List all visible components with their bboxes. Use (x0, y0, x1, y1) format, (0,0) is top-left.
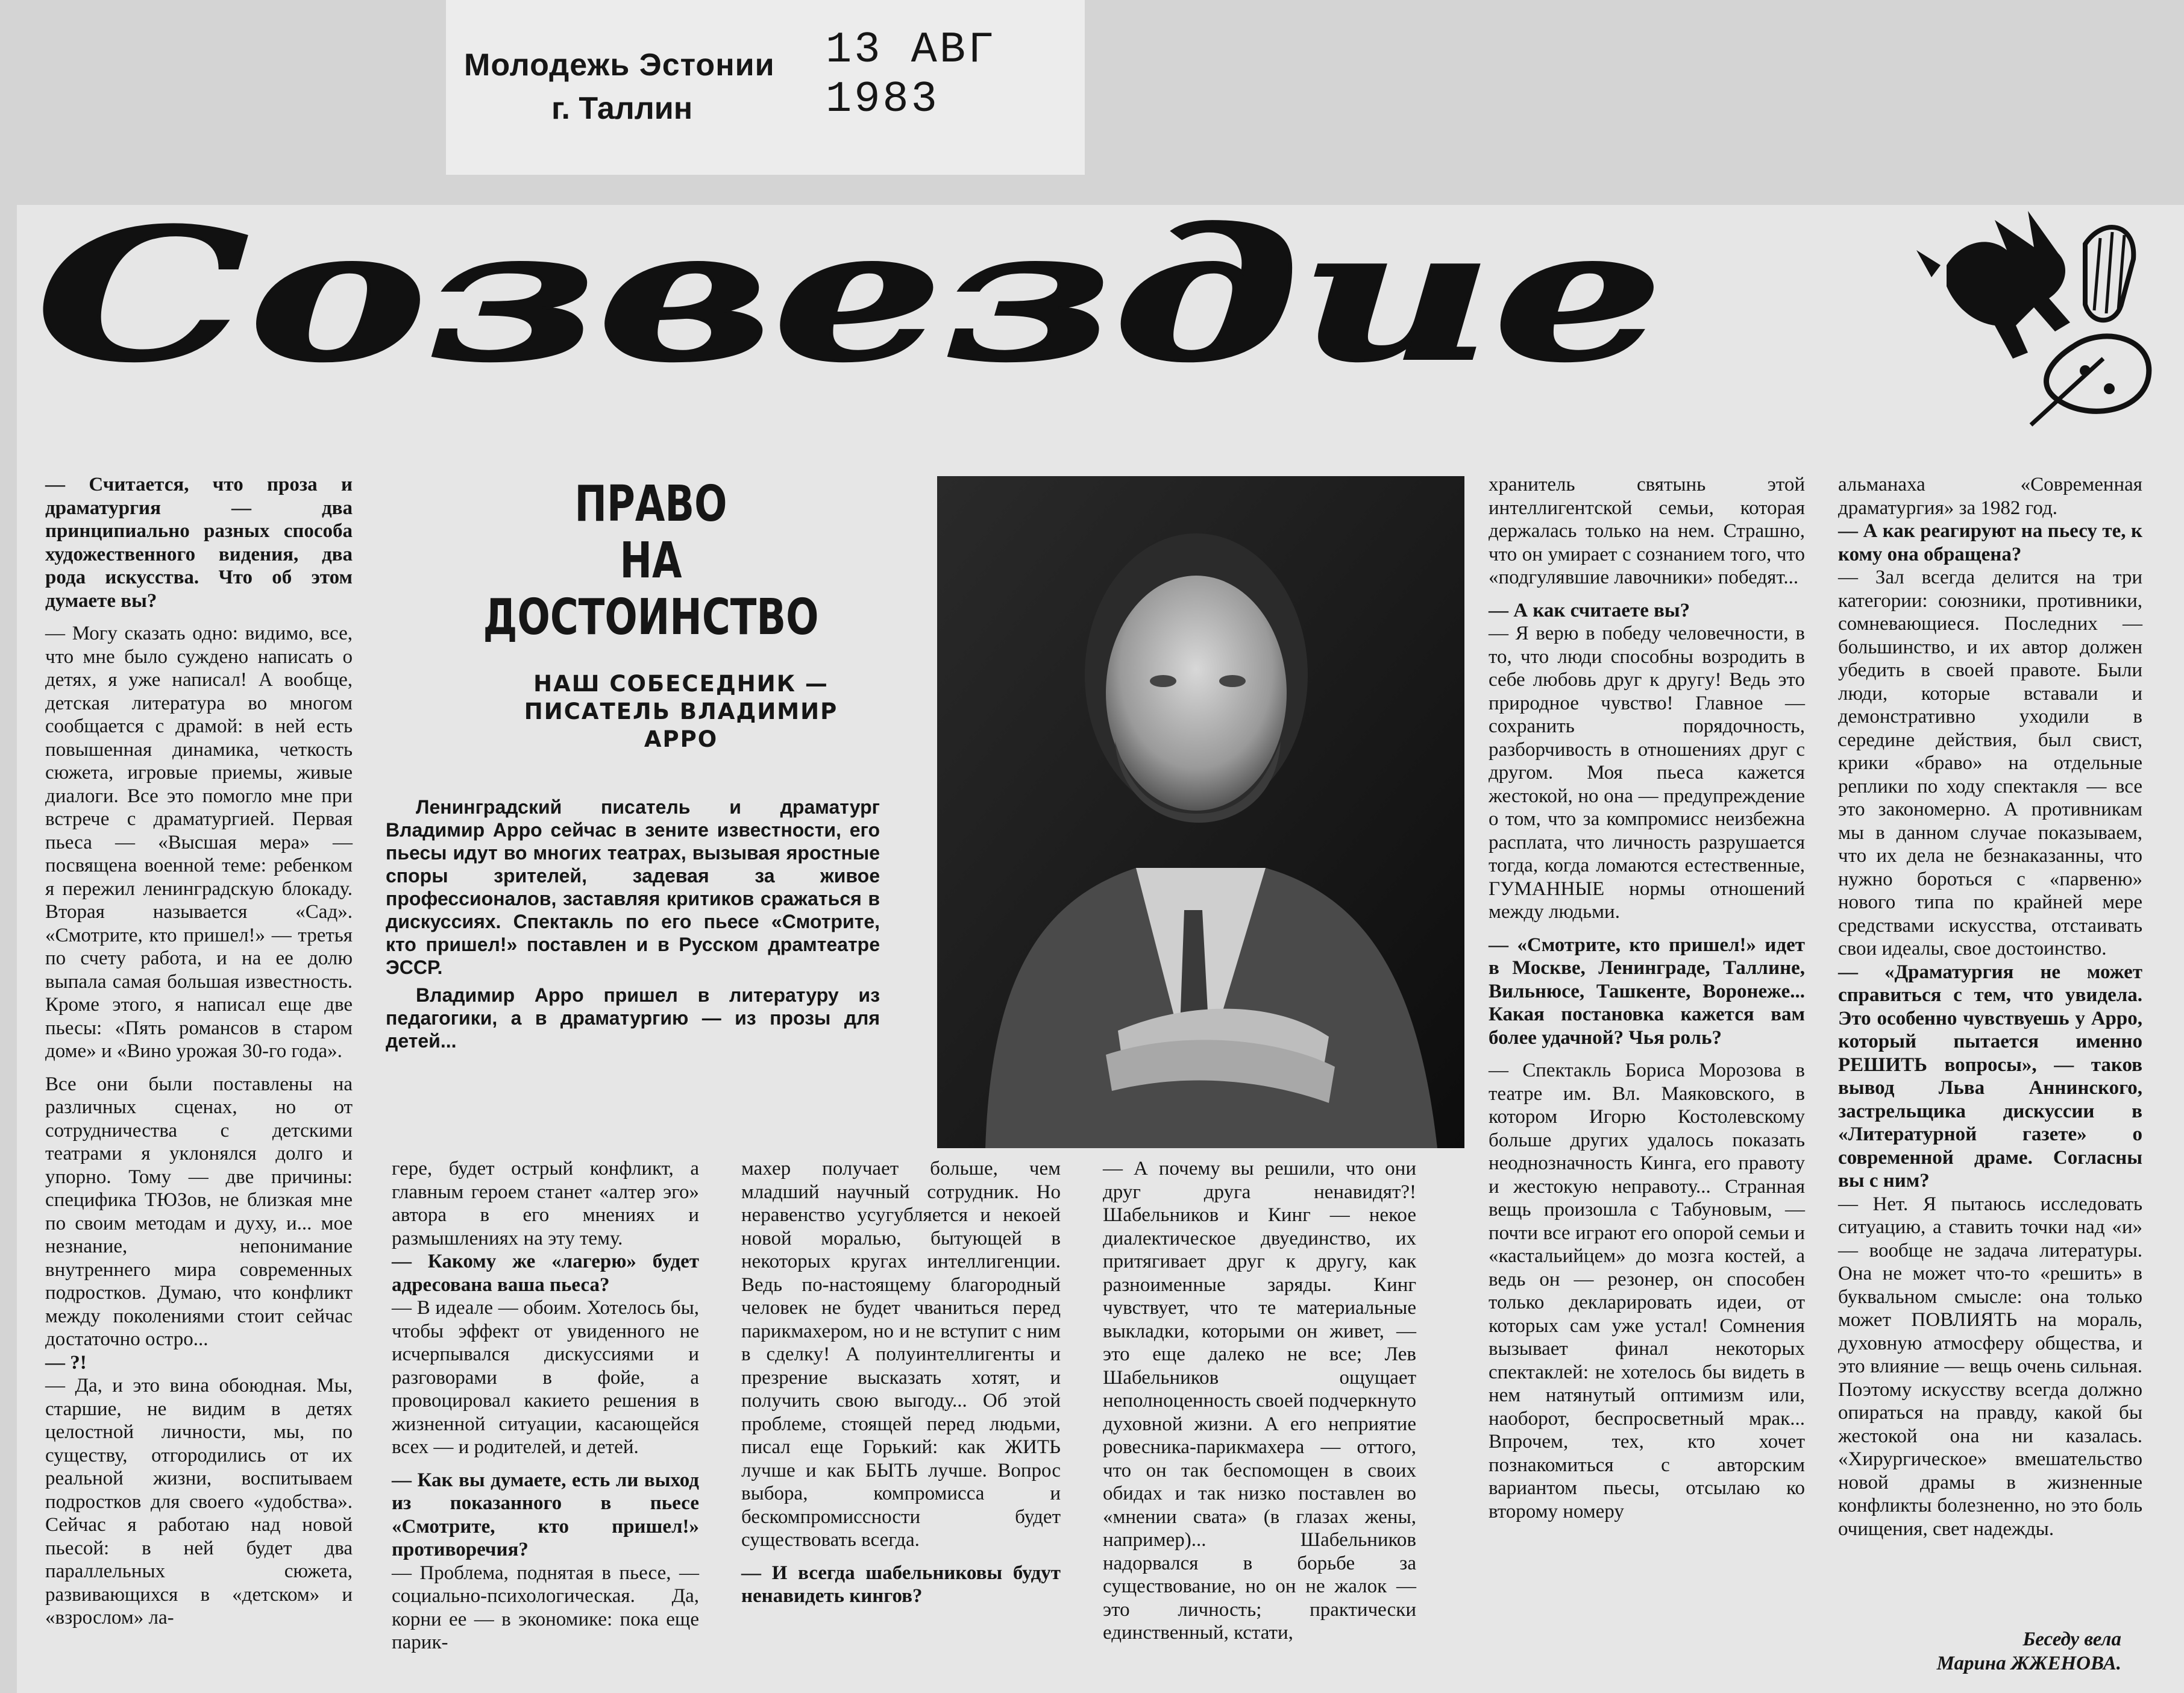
question-paragraph: — А как реагируют на пьесу те, к кому она обращена? (1838, 520, 2142, 565)
signature-caption: Беседу вела (2022, 1629, 2121, 1650)
source-city: г. Таллин (551, 91, 693, 126)
subhead-line-2: ПИСАТЕЛЬ ВЛАДИМИР АРРО (524, 699, 838, 752)
headline-line-1: ПРАВО (574, 476, 727, 533)
author-portrait-photo (937, 476, 1464, 1148)
answer-paragraph: хранитель святынь этой интеллигентской семьи, которая держалась только на нем. Страшно, что он умирает с сознанием того, что «подгулявшие лавочники» победят... (1489, 474, 1805, 588)
signature-name: Марина ЖЖЕНОВА. (1936, 1653, 2121, 1674)
article-column-2 (392, 1157, 699, 1654)
answer-paragraph: — Да, и это вина обоюдная. Мы, старшие, не видим в детях целостной личности, мы, по существу, отгородились от их реальной жизни, воспитываем подростков для своего «удобства». Сейчас я работаю над новой пьесой: в ней будет два параллельных сюжета, развивающихся в «детском» и «взрослом» ла- (45, 1375, 353, 1629)
question-paragraph: — Как вы думаете, есть ли выход из показанного в пьесе «Смотрите, кто пришел!» противоречия? (392, 1469, 699, 1560)
answer-paragraph: — Нет. Я пытаюсь исследовать ситуацию, а ставить точки над «и» — вообще не задача литературы. Она не может что-то «решить» в буквальном смысле: она только может ПОВЛИЯТЬ на мораль, духовную атмосферу общества, и это влияние — вещь очень сильная. Поэтому искусству всегда должно опираться на правду, какой бы жестокой она ни казалась. «Хирургическое» вмешательство новой драмы в жизненные конфликты болезненно, но это боль очищения, свет надежды. (1838, 1193, 2142, 1540)
source-newspaper: Молодежь Эстонии (464, 48, 775, 83)
answer-paragraph: альманаха «Современная драматургия» за 1982 год. (1838, 474, 2142, 519)
answer-paragraph: — Зал всегда делится на три категории: союзники, противники, сомневающиеся. Последних — большинство, и их автор должен убедить в своей правоте. Были люди, которые вставали и демонстративно уходили в середине действия, был свист, крики «браво» на отдельные реплики по ходу спектакля — все это закономерно. А противникам мы в данном случае показываем, что их дела не безнаказанны, что нужно бороться с «парвеню» нового типа по крайней мере средствами искусства, отстаивать свои идеалы, свое достоинство. (1838, 567, 2142, 960)
question-paragraph: — «Драматургия не может справиться с тем, что увидела. Это особенно чувствуешь у Арро, который пытается именно РЕШИТЬ вопросы», — таков вывод Льва Аннинского, застрельщика дискуссии в «Литературной газете» о современной драме. Согласны вы с ним? (1838, 961, 2142, 1192)
pegasus-emblem-icon (1904, 208, 2170, 437)
question-paragraph: — ?! (45, 1351, 87, 1374)
subhead-line-1: НАШ СОБЕСЕДНИК — (533, 671, 829, 697)
article-column-3 (741, 1157, 1061, 1608)
article-subhead (494, 670, 868, 753)
answer-paragraph: — Проблема, поднятая в пьесе, — социально-психологическая. Да, корни ее — в экономике: пока еще парик- (392, 1562, 699, 1653)
question-paragraph: — «Смотрите, кто пришел!» идет в Москве, Ленинграде, Таллине, Вильнюсе, Ташкенте, Воронеже... Какая постановка кажется вам более удачной? Чья роль? (1489, 934, 1805, 1049)
interviewer-signature (1880, 1627, 2121, 1676)
lead-paragraph: Ленинградский писатель и драматург Владимир Арро сейчас в зените известности, его пьесы идут во многих театрах, вызывая яростные споры зрителей, задевая за живое профессионалов, заставляя критиков сражаться в дискуссиях. Спектакль по его пьесе «Смотрите, кто пришел!» поставлен и в Русском драмтеатре ЭССР. (386, 796, 880, 978)
question-paragraph: — А как считаете вы? (1489, 599, 1690, 621)
answer-paragraph: гере, будет острый конфликт, а главным героем станет «алтер эго» автора в его мнениях и размышлениях на эту тему. (392, 1158, 699, 1249)
article-column-4 (1103, 1157, 1416, 1645)
question-paragraph: — И всегда шабельниковы будут ненавидеть кингов? (741, 1562, 1061, 1607)
section-title: Созвездие (36, 208, 1663, 389)
article-column-6 (1838, 473, 2142, 1541)
answer-paragraph: — В идеале — обоим. Хотелось бы, чтобы эффект от увиденного не исчерпывался дискуссиями и разговорами в фойе, а провоцировал какието решения в жизненной ситуации, касающейся всех — и родителей, и детей. (392, 1297, 699, 1458)
question-paragraph: — Считается, что проза и драматургия — два принципиально разных способа художественного видения, два рода искусства. Что об этом думаете вы? (45, 474, 353, 612)
question-paragraph: — Какому же «лагерю» будет адресована ваша пьеса? (392, 1251, 699, 1296)
answer-paragraph: — Спектакль Бориса Морозова в театре им. Вл. Маяковского, в котором Игорю Костолевскому больше других удалось показать неоднозначность Кинга, его правоту и жестокую неправоту... Странная вещь произошла с Табуновым, — почти все играют его опорой семьи и «кастальийцем» до мозга костей, а ведь он — резонер, он способен только декларировать идеи, от которых сам уже устал! Сомнения вызывает финал некоторых спектаклей: не хотелось бы видеть в нем натянутый оптимизм или, наоборот, беспросветный мрак... Впрочем, тех, кто хочет познакомиться с авторским вариантом пьесы, отсылаю ко второму номеру (1489, 1060, 1805, 1522)
date-stamp: 13 АВГ 1983 (826, 25, 997, 124)
article-column-5 (1489, 473, 1805, 1523)
article-lead (386, 796, 880, 1057)
article-headline (449, 476, 853, 646)
lead-paragraph: Владимир Арро пришел в литературу из педагогики, а в драматургию — из прозы для детей... (386, 984, 880, 1052)
answer-paragraph: Все они были поставлены на различных сценах, но от сотрудничества с детскими театрами я уклонялся долго и упорно. Тому — две причины: специфика ТЮЗов, не близкая мне по своим методам и духу, и... мое незнание, непонимание внутреннего мира современных подростков. Думаю, что конфликт между поколениями стоит сейчас достаточно остро... (45, 1073, 353, 1350)
answer-paragraph: — Я верю в победу человечности, в то, что люди способны возродить в себе любовь друг к другу! Ведь это природное чувство! Главное — сохранить порядочность, разборчивость в отношениях друг с другом. Моя пьеса кажется жестокой, но она — предупреждение о том, что за компромисс неизбежна расплата, что личность разрушается тогда, когда ломаются естественные, ГУМАННЫЕ нормы отношений между людьми. (1489, 623, 1805, 923)
answer-paragraph: — Могу сказать одно: видимо, все, что мне было суждено написать о детях, я уже написал! А вообще, детская литература во многом сообщается с драмой: в ней есть повышенная динамика, четкость сюжета, игровые приемы, живые диалоги. Все это помогло мне при встрече с драматургией. Первая пьеса — «Высшая мера» — посвящена военной теме: ребенком я пережил ленинградскую блокаду. Вторая называется «Сад». «Смотрите, кто пришел!» — третья по счету работа, и на ее долю выпала самая большая известность. Кроме этого, я написал еще две пьесы: «Пять романсов в старом доме» и «Вино урожая 30-го года». (45, 623, 353, 1062)
clipping-label (446, 0, 1085, 175)
headline-line-2: НА ДОСТОИНСТВО (483, 532, 819, 646)
answer-paragraph: махер получает больше, чем младший научный сотрудник. Но неравенство усугубляется и некоей новой моралью, бытующей в некоторых кругах интеллигенции. Ведь по-настоящему благородный человек не будет чваниться перед парикмахером, но и не вступит с ним в сделку! А полуинтеллигенты и презрение высказать хотят, и получить свою выгоду... Об этой проблеме, стоящей перед людьми, писал еще Горький: как ЖИТЬ лучше и как БЫТЬ лучше. Вопрос выбора, компромисса и бескомпромиссности будет существовать всегда. (741, 1158, 1061, 1551)
answer-paragraph: — А почему вы решили, что они друг друга ненавидят?! Шабельников и Кинг — некое диалектическое двуединство, их притягивает друг к другу, как разноименные заряды. Кинг чувствует, что те материальные выкладки, которыми он живет, — это еще далеко не все; Лев Шабельников ощущает неполноценность своей подчеркнуто духовной жизни. А его неприятие ровесника-парикмахера — оттого, что он так беспомощен в своих обидах и так низко поставлен во «мнении свата» (в глазах жены, например)... Шабельников надорвался в борьбе за существование, но он не жалок — это личность; практически единственный, кстати, (1103, 1158, 1416, 1644)
section-masthead (18, 208, 1681, 389)
article-column-1 (45, 473, 353, 1630)
